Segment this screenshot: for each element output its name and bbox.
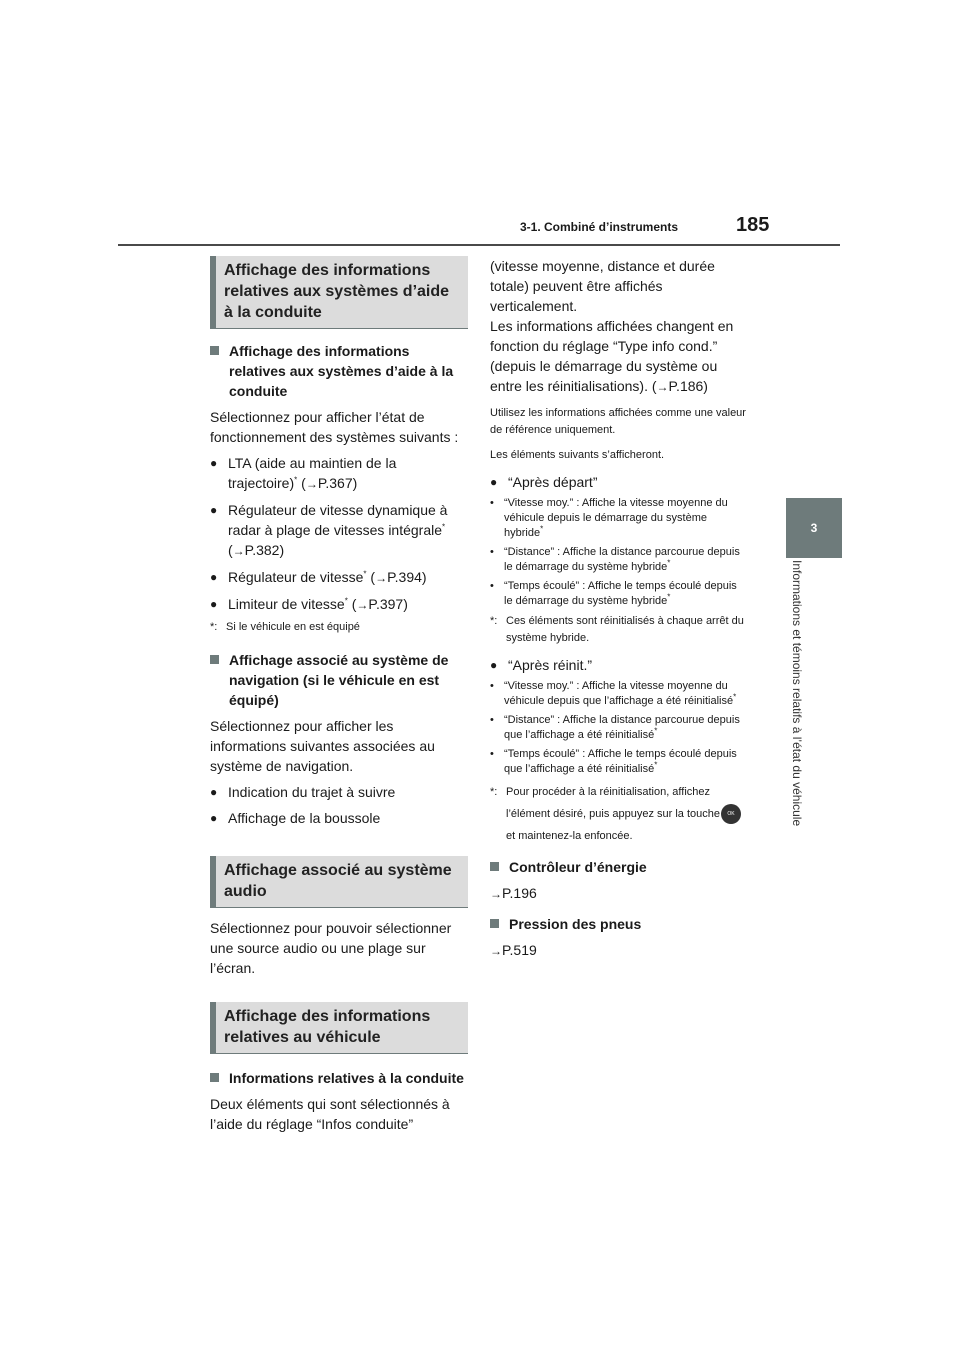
subheading-text: Affichage associé au système de navigation (si le véhicule en est équipé) bbox=[229, 652, 449, 708]
sub-list-item bbox=[490, 579, 746, 609]
asterisk: * bbox=[344, 596, 348, 606]
asterisk: * bbox=[654, 760, 658, 770]
bullet-icon: ● bbox=[210, 503, 218, 517]
square-icon bbox=[490, 857, 509, 877]
section-title: 3-1. Combiné d’instruments bbox=[520, 220, 679, 234]
paragraph: Sélectionnez pour afficher les informations suivantes associées au système de navigation. bbox=[210, 718, 435, 774]
item-text: “Temps écoulé” : Affiche le temps écoulé depuis que l’affichage a été réinitialisé bbox=[504, 748, 737, 775]
small-bullet-icon: • bbox=[490, 680, 494, 692]
paragraph bbox=[490, 316, 746, 397]
square-icon bbox=[210, 650, 229, 710]
square-icon bbox=[210, 1068, 229, 1088]
paragraph: Deux éléments qui sont sélectionnés à l’aide du réglage “Infos conduite” bbox=[210, 1096, 450, 1132]
arrow-icon: → bbox=[375, 571, 388, 585]
sub-list-item bbox=[490, 679, 746, 709]
item-text: “Temps écoulé” : Affiche le temps écoulé depuis le démarrage du système hybride bbox=[504, 580, 737, 607]
square-icon bbox=[210, 341, 229, 401]
page-ref-link[interactable]: P.196 bbox=[502, 885, 537, 901]
section-box-vehicle-info: Affichage des informations relatives au véhicule bbox=[210, 1002, 468, 1054]
arrow-icon: → bbox=[356, 598, 369, 612]
item-text: Régulateur de vitesse dynamique à radar à plage de vitesses intégrale bbox=[228, 502, 448, 538]
sub-list-item bbox=[490, 496, 746, 541]
small-bullet-icon: • bbox=[490, 546, 494, 558]
page-ref-link[interactable]: P.397) bbox=[368, 596, 408, 612]
subheading-text: Affichage des informations relatives aux systèmes d’aide à la conduite bbox=[229, 343, 454, 399]
asterisk: * bbox=[442, 522, 446, 532]
paragraph-text: Les informations affichées changent en fonction du réglage “Type info cond.” (depuis le démarrage du système ou entre les réinitialisations). ( bbox=[490, 318, 734, 394]
list-item bbox=[490, 472, 746, 492]
bullet-icon: ● bbox=[210, 811, 218, 825]
list-item bbox=[210, 782, 468, 802]
paragraph: Sélectionnez pour afficher l’état de fonctionnement des systèmes suivants : bbox=[210, 409, 459, 445]
page-ref-link[interactable]: P.367) bbox=[317, 475, 358, 491]
small-bullet-icon: • bbox=[490, 748, 494, 760]
subheading-text: Contrôleur d’énergie bbox=[509, 859, 647, 875]
list-item: ● Régulateur de vitesse* (→P.394) bbox=[210, 567, 468, 588]
subheading-driving-aid bbox=[210, 341, 468, 401]
footnote bbox=[490, 781, 746, 847]
arrow-icon: → bbox=[490, 944, 502, 958]
subheading-text: Informations relatives à la conduite bbox=[229, 1070, 464, 1086]
footnote bbox=[490, 613, 746, 647]
page-ref-link[interactable]: P.519 bbox=[502, 942, 537, 958]
asterisk: * bbox=[540, 524, 544, 534]
asterisk: * bbox=[667, 592, 671, 602]
item-text: Affichage de la boussole bbox=[228, 810, 381, 826]
asterisk: * bbox=[733, 692, 737, 702]
arrow-icon: → bbox=[232, 544, 245, 558]
page-ref-link[interactable]: P.186) bbox=[668, 378, 708, 394]
note-text: Les éléments suivants s’afficheront. bbox=[490, 449, 665, 461]
square-icon bbox=[490, 914, 509, 934]
header-rule bbox=[118, 244, 840, 246]
list-item: ● LTA (aide au maintien de la trajectoire)* (→P.367) bbox=[210, 453, 468, 494]
item-text: “Vitesse moy.” : Affiche la vitesse moyenne du véhicule depuis que l’affichage a été réinitialisé bbox=[504, 680, 734, 707]
paragraph: (vitesse moyenne, distance et durée totale) peuvent être affichés verticalement. bbox=[490, 258, 715, 314]
small-bullet-icon: • bbox=[490, 497, 494, 509]
list-item bbox=[210, 808, 468, 828]
sub-list-item bbox=[490, 545, 746, 575]
arrow-icon: → bbox=[490, 887, 502, 901]
footnote-text: Pour procéder à la réinitialisation, affichez l’élément désiré, puis appuyez sur la touche bbox=[506, 786, 721, 820]
section-box-driving-aid: Affichage des informations relatives aux systèmes d’aide à la conduite bbox=[210, 256, 468, 329]
item-text: Régulateur de vitesse bbox=[228, 569, 364, 585]
page-number: 185 bbox=[736, 214, 770, 236]
subheading-energy-monitor bbox=[490, 857, 746, 877]
footnote-text: et maintenez-la enfoncée. bbox=[506, 830, 633, 842]
bullet-icon: ● bbox=[210, 597, 218, 611]
item-text: LTA (aide au maintien de la trajectoire) bbox=[228, 455, 397, 491]
list-item: ● Régulateur de vitesse dynamique à radar à plage de vitesses intégrale* (→P.382) bbox=[210, 500, 468, 561]
small-bullet-icon: • bbox=[490, 714, 494, 726]
item-text: “Distance” : Affiche la distance parcourue depuis que l’affichage a été réinitialisé bbox=[504, 714, 740, 741]
item-text: “Après départ” bbox=[508, 474, 598, 490]
chapter-tab bbox=[786, 498, 842, 558]
bullet-icon: ● bbox=[210, 570, 218, 584]
footnote-mark: *: bbox=[210, 621, 218, 633]
small-bullet-icon: • bbox=[490, 580, 494, 592]
footnote-text: Si le véhicule en est équipé bbox=[226, 621, 360, 633]
sub-list-item bbox=[490, 747, 746, 777]
item-text: Indication du trajet à suivre bbox=[228, 784, 396, 800]
asterisk: * bbox=[654, 726, 658, 736]
subheading-driving-info bbox=[210, 1068, 468, 1088]
page-ref-link[interactable]: P.394) bbox=[387, 569, 427, 585]
footnote bbox=[210, 619, 468, 636]
note-text: Utilisez les informations affichées comme une valeur de référence uniquement. bbox=[490, 407, 746, 436]
footnote-mark: *: bbox=[490, 786, 498, 798]
arrow-icon: → bbox=[656, 380, 669, 394]
item-text: “Vitesse moy.” : Affiche la vitesse moyenne du véhicule depuis le démarrage du système hybride bbox=[504, 497, 728, 539]
item-text: Limiteur de vitesse bbox=[228, 596, 345, 612]
bullet-icon: ● bbox=[210, 456, 218, 470]
item-text: “Distance” : Affiche la distance parcourue depuis le démarrage du système hybride bbox=[504, 546, 740, 573]
bullet-icon: ● bbox=[490, 475, 498, 489]
chapter-number: 3 bbox=[810, 521, 818, 535]
list-item: ● Limiteur de vitesse* (→P.397) bbox=[210, 594, 468, 615]
page-ref bbox=[490, 940, 746, 961]
right-column bbox=[490, 256, 746, 961]
section-box-audio: Affichage associé au système audio bbox=[210, 856, 468, 908]
sub-list-item bbox=[490, 713, 746, 743]
left-column bbox=[210, 256, 468, 1134]
paragraph: Sélectionnez pour pouvoir sélectionner une source audio ou une plage sur l’écran. bbox=[210, 920, 452, 976]
subheading-tire-pressure bbox=[490, 914, 746, 934]
asterisk: * bbox=[667, 558, 671, 568]
page-ref bbox=[490, 883, 746, 904]
item-text: “Après réinit.” bbox=[508, 657, 593, 673]
ok-button-icon: OK bbox=[721, 804, 741, 824]
bullet-icon: ● bbox=[490, 658, 498, 672]
chapter-label: Informations et témoins relatifs à l’état du véhicule bbox=[790, 560, 804, 827]
list-item bbox=[490, 655, 746, 675]
subheading-navigation bbox=[210, 650, 468, 710]
page-ref-link[interactable]: P.382) bbox=[244, 542, 285, 558]
bullet-icon: ● bbox=[210, 785, 218, 799]
asterisk: * bbox=[294, 475, 298, 485]
footnote-mark: *: bbox=[490, 615, 498, 627]
footnote-text: Ces éléments sont réinitialisés à chaque arrêt du système hybride. bbox=[506, 615, 744, 644]
subheading-text: Pression des pneus bbox=[509, 916, 642, 932]
arrow-icon: → bbox=[305, 477, 318, 491]
asterisk: * bbox=[363, 569, 367, 579]
